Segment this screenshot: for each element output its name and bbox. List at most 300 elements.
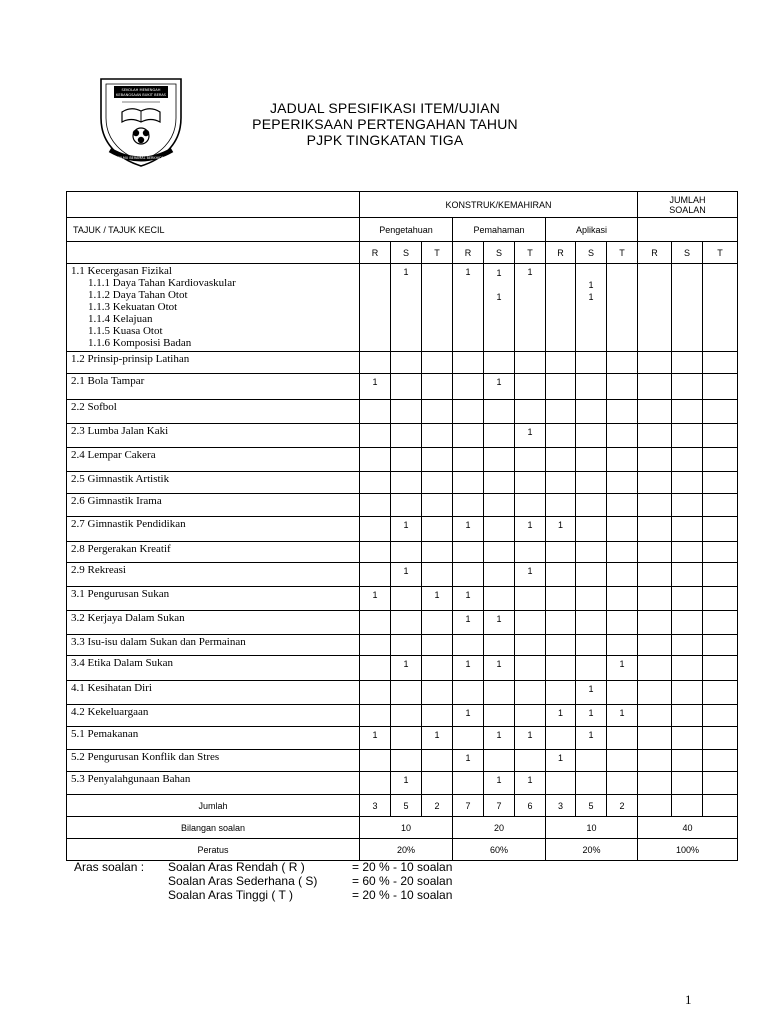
total-value-cell bbox=[703, 795, 738, 817]
item-count-cell bbox=[546, 681, 576, 705]
topic-title: 2.1 Bola Tampar bbox=[71, 375, 145, 387]
item-count-cell bbox=[607, 448, 638, 472]
topic-title: 2.3 Lumba Jalan Kaki bbox=[71, 425, 169, 437]
legend-desc: Soalan Aras Tinggi ( T ) bbox=[168, 888, 293, 902]
item-count-cell bbox=[638, 494, 672, 517]
topic-cell bbox=[67, 424, 360, 448]
item-count-cell bbox=[703, 400, 738, 424]
item-count-cell: 1 bbox=[546, 750, 576, 772]
item-count-cell bbox=[453, 424, 484, 448]
item-count-cell bbox=[638, 264, 672, 352]
subtopic-title: 1.1.5 Kuasa Otot bbox=[88, 325, 163, 337]
topic-title: 3.2 Kerjaya Dalam Sukan bbox=[71, 612, 185, 624]
item-count-cell bbox=[607, 352, 638, 374]
item-count-cell bbox=[515, 587, 546, 611]
item-count-cell: 1 bbox=[515, 727, 546, 750]
topic-cell bbox=[67, 587, 360, 611]
item-count-cell: 1 bbox=[484, 727, 515, 750]
item-count-cell bbox=[453, 542, 484, 563]
item-count-cell bbox=[672, 705, 703, 727]
item-count-cell bbox=[546, 494, 576, 517]
total-value-cell: 2 bbox=[607, 795, 638, 817]
item-count-cell: 1 bbox=[391, 656, 422, 681]
item-count-cell bbox=[576, 494, 607, 517]
item-count-cell bbox=[391, 424, 422, 448]
item-count-cell: 1 bbox=[484, 611, 515, 635]
total-value-cell: 6 bbox=[515, 795, 546, 817]
item-count-cell bbox=[546, 656, 576, 681]
item-count-cell bbox=[607, 681, 638, 705]
item-count-cell bbox=[422, 264, 453, 352]
item-count-cell bbox=[607, 264, 638, 352]
item-count-cell bbox=[484, 517, 515, 542]
item-count-cell bbox=[391, 400, 422, 424]
percentage-row bbox=[67, 839, 738, 861]
item-count-cell bbox=[453, 472, 484, 494]
item-count-cell bbox=[484, 352, 515, 374]
item-count-cell bbox=[360, 352, 391, 374]
item-count-cell bbox=[703, 494, 738, 517]
item-count-cell bbox=[703, 374, 738, 400]
item-count-cell bbox=[576, 400, 607, 424]
table-row bbox=[67, 264, 738, 352]
item-count-cell: 1 bbox=[576, 705, 607, 727]
item-count-cell bbox=[703, 750, 738, 772]
total-value-cell: 7 bbox=[484, 795, 515, 817]
construct-header: KONSTRUK/KEMAHIRAN bbox=[360, 192, 638, 218]
item-count-cell bbox=[638, 587, 672, 611]
subtopic-title: 1.1.4 Kelajuan bbox=[88, 313, 153, 325]
item-count-cell bbox=[546, 611, 576, 635]
level-header-cell: R bbox=[360, 242, 391, 264]
item-count-cell bbox=[422, 352, 453, 374]
table-row bbox=[67, 587, 738, 611]
topic-title: 2.7 Gimnastik Pendidikan bbox=[71, 518, 186, 530]
item-count-cell bbox=[453, 635, 484, 656]
item-count-cell bbox=[672, 424, 703, 448]
item-count-cell bbox=[672, 727, 703, 750]
item-count-cell bbox=[391, 448, 422, 472]
item-count-cell bbox=[360, 750, 391, 772]
item-count-cell bbox=[515, 448, 546, 472]
topic-cell bbox=[67, 750, 360, 772]
item-count-cell bbox=[672, 750, 703, 772]
item-count-cell bbox=[546, 727, 576, 750]
item-count-cell bbox=[546, 448, 576, 472]
item-count-cell bbox=[360, 563, 391, 587]
item-count-cell bbox=[672, 264, 703, 352]
item-count-cell bbox=[576, 611, 607, 635]
item-count-cell bbox=[484, 681, 515, 705]
item-count-cell bbox=[391, 727, 422, 750]
item-count-cell bbox=[703, 635, 738, 656]
item-count-cell: 1 bbox=[453, 705, 484, 727]
item-count-cell bbox=[607, 563, 638, 587]
topic-cell bbox=[67, 611, 360, 635]
topic-cell bbox=[67, 494, 360, 517]
total-value-cell: 2 bbox=[422, 795, 453, 817]
item-count-cell bbox=[607, 400, 638, 424]
table-row bbox=[67, 424, 738, 448]
level-header-cell: S bbox=[484, 242, 515, 264]
subtopic-title: 1.1.6 Komposisi Badan bbox=[88, 337, 192, 349]
item-count-cell: 1 bbox=[576, 727, 607, 750]
item-count-cell bbox=[546, 635, 576, 656]
item-count-cell bbox=[672, 448, 703, 472]
item-count-cell bbox=[422, 374, 453, 400]
item-count-cell bbox=[360, 400, 391, 424]
total-label: Jumlah bbox=[67, 795, 360, 817]
item-count-cell bbox=[576, 772, 607, 795]
item-count-cell: 1 bbox=[515, 424, 546, 448]
question-count-row-value: 10 bbox=[360, 817, 453, 839]
item-count-cell: 1 bbox=[391, 517, 422, 542]
item-count-cell bbox=[672, 400, 703, 424]
item-count-cell bbox=[360, 772, 391, 795]
item-count-cell bbox=[422, 542, 453, 563]
item-count-cell bbox=[484, 705, 515, 727]
item-count-cell bbox=[703, 587, 738, 611]
item-count-cell bbox=[607, 587, 638, 611]
item-count-cell: 1 bbox=[453, 264, 484, 352]
topic-cell bbox=[67, 400, 360, 424]
item-count-cell bbox=[515, 352, 546, 374]
item-count-cell bbox=[576, 424, 607, 448]
item-count-cell bbox=[607, 542, 638, 563]
table-row bbox=[67, 494, 738, 517]
item-count-cell bbox=[422, 472, 453, 494]
item-count-cell bbox=[484, 494, 515, 517]
total-value-cell bbox=[638, 795, 672, 817]
item-count-cell bbox=[484, 563, 515, 587]
item-count-cell bbox=[453, 563, 484, 587]
level-header-cell: T bbox=[515, 242, 546, 264]
item-count-cell bbox=[638, 374, 672, 400]
level-header-cell: R bbox=[546, 242, 576, 264]
item-count-cell bbox=[703, 681, 738, 705]
header-row-construct bbox=[67, 192, 738, 218]
item-count-cell bbox=[391, 750, 422, 772]
topic-cell bbox=[67, 542, 360, 563]
title-line-1: JADUAL SPESIFIKASI ITEM/UJIAN bbox=[269, 100, 501, 116]
item-count-cell bbox=[422, 400, 453, 424]
item-count-cell bbox=[360, 656, 391, 681]
item-count-cell bbox=[546, 772, 576, 795]
item-count-cell: 1 bbox=[546, 517, 576, 542]
topic-title: 2.8 Pergerakan Kreatif bbox=[71, 543, 171, 555]
item-count-cell bbox=[515, 681, 546, 705]
item-count-cell bbox=[576, 264, 607, 352]
topic-title: 2.4 Lempar Cakera bbox=[71, 449, 156, 461]
item-count-cell bbox=[453, 727, 484, 750]
item-count-cell bbox=[453, 448, 484, 472]
item-count-cell bbox=[576, 587, 607, 611]
item-count-cell bbox=[672, 542, 703, 563]
topic-title: 2.9 Rekreasi bbox=[71, 564, 126, 576]
item-count-cell bbox=[453, 772, 484, 795]
item-count-cell bbox=[391, 681, 422, 705]
item-count-cell bbox=[672, 772, 703, 795]
item-count-cell bbox=[422, 705, 453, 727]
item-count-cell: 1 bbox=[515, 517, 546, 542]
item-count-cell bbox=[638, 656, 672, 681]
item-count-cell bbox=[391, 374, 422, 400]
item-count-cell bbox=[607, 494, 638, 517]
item-count-cell bbox=[422, 517, 453, 542]
item-count-cell bbox=[546, 563, 576, 587]
item-count-cell bbox=[546, 352, 576, 374]
item-count-cell: 1 bbox=[576, 681, 607, 705]
item-count-cell bbox=[703, 772, 738, 795]
item-count-value: 1 bbox=[588, 280, 594, 290]
table-row bbox=[67, 448, 738, 472]
level-header-cell: T bbox=[607, 242, 638, 264]
item-count-cell bbox=[484, 400, 515, 424]
item-count-cell: 1 bbox=[515, 772, 546, 795]
percentage-row-label: Peratus bbox=[67, 839, 360, 861]
svg-text:KEBANGSAAN BUKIT BERAS: KEBANGSAAN BUKIT BERAS bbox=[116, 93, 166, 97]
table-row bbox=[67, 400, 738, 424]
item-count-cell bbox=[422, 563, 453, 587]
item-count-cell bbox=[360, 542, 391, 563]
total-value-cell bbox=[672, 795, 703, 817]
header-row-skills bbox=[67, 218, 738, 242]
page-number: 1 bbox=[685, 992, 692, 1007]
topic-header: TAJUK / TAJUK KECIL bbox=[67, 218, 360, 242]
item-count-cell bbox=[546, 374, 576, 400]
table-row bbox=[67, 517, 738, 542]
item-count-cell: 1 bbox=[391, 772, 422, 795]
table-row bbox=[67, 374, 738, 400]
item-count-cell bbox=[484, 472, 515, 494]
legend-value: = 20 % - 10 soalan bbox=[352, 888, 453, 902]
item-count-cell: 1 bbox=[453, 750, 484, 772]
legend-desc: Soalan Aras Sederhana ( S) bbox=[168, 874, 318, 888]
topic-title: 2.5 Gimnastik Artistik bbox=[71, 473, 170, 485]
table-row bbox=[67, 705, 738, 727]
total-row bbox=[67, 795, 738, 817]
item-count-value: 1 bbox=[588, 292, 594, 302]
item-count-cell: 1 bbox=[360, 374, 391, 400]
total-value-cell: 7 bbox=[453, 795, 484, 817]
item-count-cell bbox=[703, 705, 738, 727]
topic-cell bbox=[67, 374, 360, 400]
item-count-cell bbox=[703, 352, 738, 374]
topic-title: 5.3 Penyalahgunaan Bahan bbox=[71, 773, 191, 785]
topic-cell bbox=[67, 772, 360, 795]
item-count-cell bbox=[391, 705, 422, 727]
item-count-cell bbox=[484, 448, 515, 472]
item-count-cell bbox=[576, 563, 607, 587]
item-count-cell: 1 bbox=[391, 264, 422, 352]
topic-cell bbox=[67, 448, 360, 472]
item-count-cell bbox=[546, 472, 576, 494]
item-count-cell bbox=[672, 352, 703, 374]
level-header-cell: R bbox=[453, 242, 484, 264]
header-blank-cell bbox=[67, 192, 360, 218]
item-count-cell: 1 bbox=[484, 374, 515, 400]
item-count-cell bbox=[576, 352, 607, 374]
legend-value: = 60 % - 20 soalan bbox=[352, 874, 453, 888]
item-count-cell bbox=[672, 517, 703, 542]
item-count-cell bbox=[515, 611, 546, 635]
header-row-levels bbox=[67, 242, 738, 264]
skill-header-pemahaman: Pemahaman bbox=[453, 218, 546, 242]
item-count-cell bbox=[703, 542, 738, 563]
item-count-cell bbox=[703, 448, 738, 472]
level-header-cell: T bbox=[422, 242, 453, 264]
item-count-cell: 1 bbox=[422, 587, 453, 611]
item-count-cell bbox=[391, 611, 422, 635]
item-count-cell bbox=[515, 400, 546, 424]
item-count-cell: 1 bbox=[453, 587, 484, 611]
topic-cell bbox=[67, 635, 360, 656]
percentage-row-value: 60% bbox=[453, 839, 546, 861]
item-count-cell bbox=[422, 494, 453, 517]
question-count-row-value: 40 bbox=[638, 817, 738, 839]
topic-title: 1.2 Prinsip-prinsip Latihan bbox=[71, 353, 190, 365]
item-count-cell bbox=[576, 750, 607, 772]
item-count-cell bbox=[391, 472, 422, 494]
svg-text:SEKOLAH MENENGAH: SEKOLAH MENENGAH bbox=[121, 88, 161, 92]
item-count-cell bbox=[360, 517, 391, 542]
table-row bbox=[67, 611, 738, 635]
topic-title: 3.1 Pengurusan Sukan bbox=[71, 588, 170, 600]
item-count-cell bbox=[576, 635, 607, 656]
item-count-cell bbox=[422, 681, 453, 705]
item-count-cell: 1 bbox=[484, 772, 515, 795]
level-header-cell: S bbox=[672, 242, 703, 264]
item-count-cell bbox=[391, 587, 422, 611]
item-count-value bbox=[576, 267, 606, 279]
item-count-cell bbox=[422, 750, 453, 772]
item-count-cell bbox=[453, 494, 484, 517]
item-count-cell bbox=[422, 635, 453, 656]
item-count-cell bbox=[360, 472, 391, 494]
item-count-cell bbox=[638, 424, 672, 448]
item-count-cell bbox=[422, 424, 453, 448]
item-count-cell bbox=[515, 635, 546, 656]
question-count-row bbox=[67, 817, 738, 839]
item-count-cell bbox=[546, 542, 576, 563]
level-header-cell: S bbox=[391, 242, 422, 264]
topic-title: 3.3 Isu-isu dalam Sukan dan Permainan bbox=[71, 636, 246, 648]
topic-cell bbox=[67, 352, 360, 374]
school-crest-logo bbox=[98, 76, 184, 168]
item-count-cell bbox=[546, 400, 576, 424]
percentage-row-value: 20% bbox=[546, 839, 638, 861]
item-count-cell bbox=[703, 727, 738, 750]
title-line-2: PEPERIKSAAN PERTENGAHAN TAHUN bbox=[252, 116, 518, 132]
item-count-cell bbox=[638, 400, 672, 424]
item-count-cell bbox=[607, 635, 638, 656]
topic-cell bbox=[67, 656, 360, 681]
table-row bbox=[67, 472, 738, 494]
item-count-cell bbox=[638, 472, 672, 494]
item-count-cell bbox=[515, 542, 546, 563]
item-count-cell bbox=[484, 264, 515, 352]
legend-value: = 20 % - 10 soalan bbox=[352, 860, 453, 874]
subtopic-title: 1.1.2 Daya Tahan Otot bbox=[88, 289, 188, 301]
item-count-cell bbox=[607, 611, 638, 635]
item-count-cell bbox=[576, 517, 607, 542]
table-row bbox=[67, 681, 738, 705]
item-count-cell bbox=[607, 517, 638, 542]
item-count-value: 1 bbox=[496, 268, 502, 278]
item-count-cell: 1 bbox=[515, 264, 546, 352]
topic-cell bbox=[67, 264, 360, 352]
total-value-cell: 3 bbox=[360, 795, 391, 817]
item-count-cell: 1 bbox=[607, 656, 638, 681]
item-count-cell: 1 bbox=[515, 563, 546, 587]
total-value-cell: 5 bbox=[576, 795, 607, 817]
topic-title: 2.2 Sofbol bbox=[71, 401, 117, 413]
topic-cell bbox=[67, 472, 360, 494]
item-count-cell bbox=[638, 681, 672, 705]
legend-desc: Soalan Aras Rendah ( R ) bbox=[168, 860, 305, 874]
item-count-cell bbox=[576, 374, 607, 400]
item-count-cell: 1 bbox=[484, 656, 515, 681]
item-count-cell bbox=[515, 705, 546, 727]
item-count-cell bbox=[515, 472, 546, 494]
item-count-value: 1 bbox=[496, 292, 502, 302]
table-row bbox=[67, 635, 738, 656]
topic-cell bbox=[67, 727, 360, 750]
topic-title: 4.1 Kesihatan Diri bbox=[71, 682, 152, 694]
item-count-cell bbox=[638, 563, 672, 587]
item-count-cell bbox=[484, 542, 515, 563]
total-value-cell: 5 bbox=[391, 795, 422, 817]
item-count-cell bbox=[360, 494, 391, 517]
table-row bbox=[67, 542, 738, 563]
topic-title: 1.1 Kecergasan Fizikal bbox=[71, 265, 172, 277]
topic-cell bbox=[67, 563, 360, 587]
item-count-cell bbox=[391, 542, 422, 563]
item-count-cell bbox=[391, 352, 422, 374]
item-count-cell bbox=[703, 472, 738, 494]
item-count-cell bbox=[453, 352, 484, 374]
item-count-cell: 1 bbox=[422, 727, 453, 750]
item-count-cell bbox=[638, 611, 672, 635]
item-count-cell bbox=[360, 681, 391, 705]
item-count-cell bbox=[576, 656, 607, 681]
item-count-cell bbox=[546, 264, 576, 352]
item-count-cell bbox=[391, 494, 422, 517]
item-count-cell bbox=[360, 635, 391, 656]
total-header: JUMLAH SOALAN bbox=[638, 192, 738, 218]
item-count-cell: 1 bbox=[546, 705, 576, 727]
item-count-cell bbox=[360, 448, 391, 472]
item-count-cell bbox=[515, 494, 546, 517]
level-header-cell: S bbox=[576, 242, 607, 264]
item-count-cell bbox=[672, 494, 703, 517]
item-count-cell bbox=[703, 424, 738, 448]
topic-title: 4.2 Kekeluargaan bbox=[71, 706, 149, 718]
title-line-3: PJPK TINGKATAN TIGA bbox=[306, 132, 464, 148]
skill-header-blank bbox=[638, 218, 738, 242]
item-count-cell bbox=[515, 374, 546, 400]
item-count-cell bbox=[672, 374, 703, 400]
item-count-cell bbox=[360, 264, 391, 352]
question-count-row-value: 10 bbox=[546, 817, 638, 839]
table-row bbox=[67, 656, 738, 681]
table-row bbox=[67, 563, 738, 587]
item-count-cell: 1 bbox=[453, 611, 484, 635]
table-row bbox=[67, 352, 738, 374]
item-count-cell bbox=[672, 563, 703, 587]
item-count-cell bbox=[638, 727, 672, 750]
document-title bbox=[200, 100, 570, 148]
